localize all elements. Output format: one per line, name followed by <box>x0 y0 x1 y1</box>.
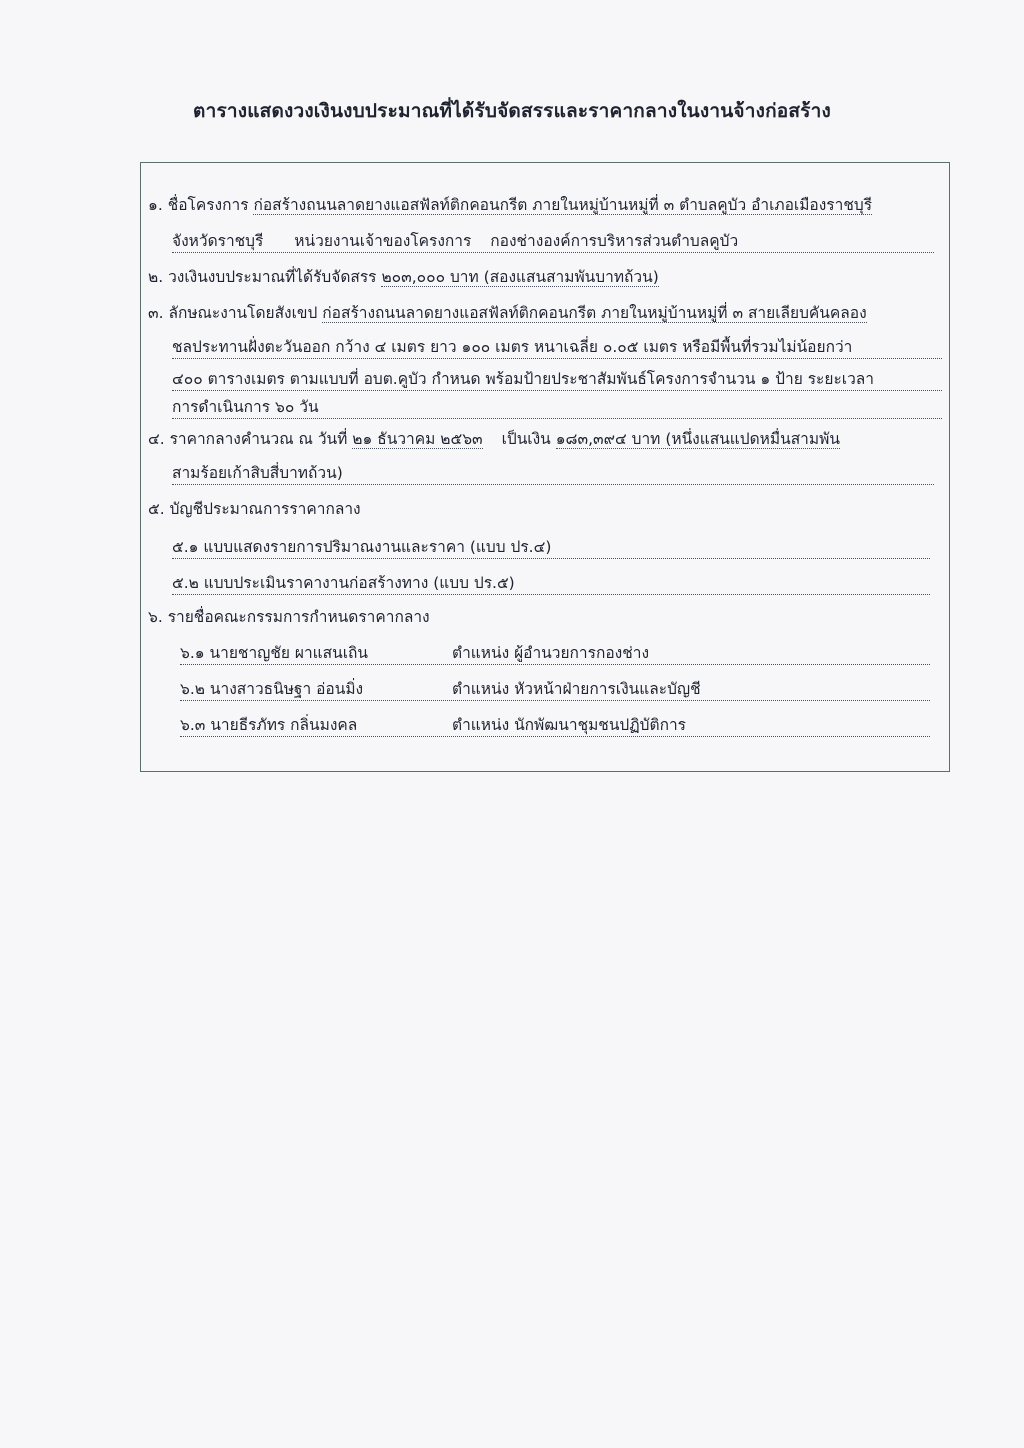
item2-line <box>148 266 938 288</box>
item5-label: ๕. บัญชีประมาณการราคากลาง <box>148 500 361 518</box>
budget-amount: ๒๐๓,๐๐๐ บาท (สองแสนสามพันบาทถ้วน) <box>381 268 659 286</box>
member-name: นางสาวธนิษฐา อ่อนมิ่ง <box>209 680 364 698</box>
member-number: ๖.๓ <box>180 716 206 734</box>
member-name: นายธีรภัทร กลิ่นมงคล <box>210 716 358 734</box>
item1-line2 <box>172 230 934 253</box>
scope-line1: ก่อสร้างถนนลาดยางแอสฟัลท์ติกคอนกรีต ภายในหมู่บ้านหมู่ที่ ๓ สายเลียบคันคลอง <box>322 304 867 322</box>
committee-member <box>180 714 930 737</box>
committee-member <box>180 678 930 701</box>
form-pr5: ๕.๒ แบบประเมินราคางานก่อสร้างทาง (แบบ ปร.๕) <box>172 572 930 595</box>
money-label: เป็นเงิน <box>501 430 551 448</box>
item3-label: ๓. ลักษณะงานโดยสังเขป <box>148 304 318 322</box>
median-price-words: สามร้อยเก้าสิบสี่บาทถ้วน) <box>172 462 934 485</box>
committee-member <box>180 642 930 665</box>
item1-line1 <box>148 194 938 216</box>
form-pr4: ๕.๑ แบบแสดงรายการปริมาณงานและราคา (แบบ ปร.๔) <box>172 536 930 559</box>
member-number: ๖.๑ <box>180 644 205 662</box>
item2-label: ๒. วงเงินงบประมาณที่ได้รับจัดสรร <box>148 268 377 286</box>
owner-label: หน่วยงานเจ้าของโครงการ <box>294 232 472 250</box>
member-number: ๖.๒ <box>180 680 205 698</box>
document-title: ตารางแสดงวงเงินงบประมาณที่ได้รับจัดสรรและราคากลางในงานจ้างก่อสร้าง <box>193 100 831 122</box>
item4-label: ๔. ราคากลางคำนวณ ณ วันที่ <box>148 430 348 448</box>
member-position: ตำแหน่ง หัวหน้าฝ่ายการเงินและบัญชี <box>452 680 701 698</box>
province: จังหวัดราชบุรี <box>172 232 264 250</box>
item4-line1 <box>148 428 938 450</box>
item1-label: ๑. ชื่อโครงการ <box>148 196 249 214</box>
project-name: ก่อสร้างถนนลาดยางแอสฟัลท์ติกคอนกรีต ภายในหมู่บ้านหมู่ที่ ๓ ตำบลคูบัว อำเภอเมืองราชบุรี <box>253 196 873 214</box>
owner-agency: กองช่างองค์การบริหารส่วนตำบลคูบัว <box>490 232 739 250</box>
median-price: ๑๘๓,๓๙๔ บาท (หนึ่งแสนแปดหมื่นสามพัน <box>555 430 840 448</box>
scope-line4: การดำเนินการ ๖๐ วัน <box>172 396 942 419</box>
member-position: ตำแหน่ง นักพัฒนาชุมชนปฏิบัติการ <box>452 716 686 734</box>
scope-line3: ๔๐๐ ตารางเมตร ตามแบบที่ อบต.คูบัว กำหนด พร้อมป้ายประชาสัมพันธ์โครงการจำนวน ๑ ป้าย ระยะเวลา <box>172 368 942 391</box>
item6-label: ๖. รายชื่อคณะกรรมการกำหนดราคากลาง <box>148 608 430 626</box>
item3-line1 <box>148 302 938 324</box>
member-name: นายชาญชัย ผาแสนเถิน <box>209 644 368 662</box>
member-position: ตำแหน่ง ผู้อำนวยการกองช่าง <box>452 644 650 662</box>
price-date: ๒๑ ธันวาคม ๒๕๖๓ <box>352 430 483 448</box>
scope-line2: ชลประทานฝั่งตะวันออก กว้าง ๔ เมตร ยาว ๑๐๐ เมตร หนาเฉลี่ย ๐.๐๕ เมตร หรือมีพื้นที่รวมไม่น้อยกว่า <box>172 336 942 359</box>
